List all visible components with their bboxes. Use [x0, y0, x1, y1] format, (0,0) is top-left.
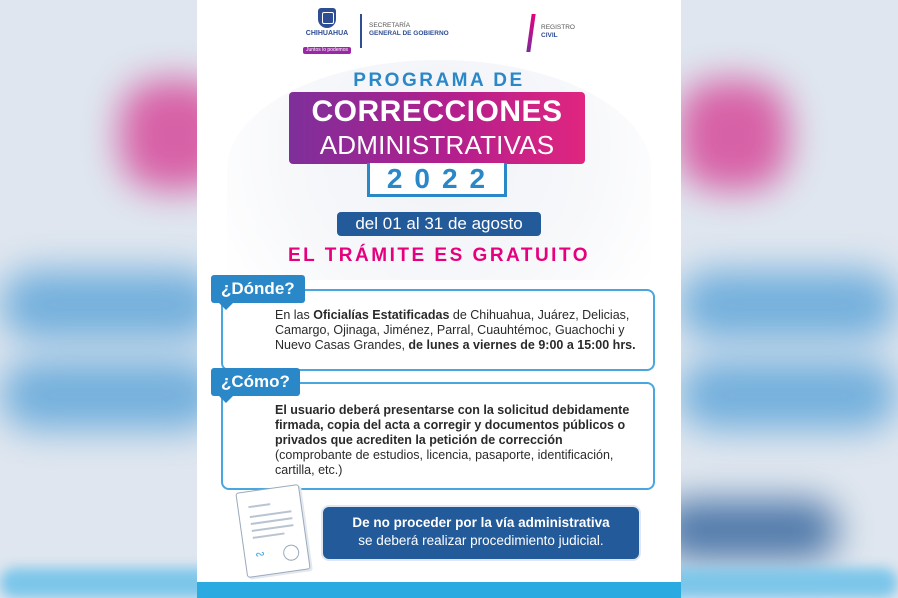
poster [197, 0, 681, 598]
background-blur-shape [678, 360, 898, 430]
background-blur-shape [658, 500, 838, 560]
header-divider [360, 14, 362, 48]
date-range-badge: del 01 al 31 de agosto [337, 212, 541, 236]
background-blur-shape [678, 80, 788, 190]
background-blur-shape [0, 270, 220, 340]
registro-line1: REGISTRO [541, 24, 575, 31]
registro-line2: CIVIL [541, 32, 558, 39]
document-icon [235, 484, 310, 578]
note-line1: De no proceder por la vía administrativa [352, 515, 610, 530]
poster-header [197, 8, 681, 58]
how-examples: (comprobante de estudios, licencia, pasaporte, identificación, cartilla, etc.) [275, 448, 614, 477]
where-text-bold: Oficialías Estatificadas [313, 308, 450, 322]
how-section [221, 372, 655, 490]
document-line [250, 510, 292, 517]
document-line [248, 503, 270, 508]
where-text-part: de Chihuahua, Juárez, Delicias, Camargo, Ojinaga, Jiménez, Parral, Cuauhtémoc, Guachochi y Nuevo Casas Grandes, [275, 308, 630, 352]
chihuahua-logo [301, 8, 353, 56]
how-label: ¿Cómo? [211, 368, 300, 396]
background-blur-shape [678, 270, 898, 340]
where-section [221, 279, 655, 371]
program-title-box [289, 92, 585, 164]
shield-icon [318, 8, 336, 28]
logo-tagline: Juntos lo podemos [303, 47, 351, 54]
title-line2: ADMINISTRATIVAS [319, 130, 555, 160]
where-text [275, 308, 639, 353]
logo-name: CHIHUAHUA [305, 30, 349, 37]
where-schedule: de lunes a viernes de 9:00 a 15:00 hrs. [408, 338, 636, 352]
where-label: ¿Dónde? [211, 275, 305, 303]
signature-icon: ∾ [254, 546, 267, 562]
free-notice: EL TRÁMITE ES GRATUITO [287, 245, 590, 266]
background-blur-shape [0, 360, 220, 430]
program-year: 2022 [367, 163, 507, 197]
document-line [252, 524, 294, 531]
seal-icon [282, 544, 300, 562]
header-accent-divider [526, 14, 535, 52]
how-requirements: El usuario deberá presentarse con la solicitud debidamente firmada, copia del acta a corregir y documentos públicos o privados que acrediten la petición de corrección [275, 403, 630, 447]
document-line [251, 517, 293, 524]
secretaria-line1: SECRETARÍA [369, 22, 411, 29]
how-text [275, 403, 639, 478]
program-prefix: PROGRAMA DE [353, 70, 525, 91]
secretaria-label [369, 22, 449, 38]
document-line [253, 532, 285, 538]
bottom-strip [197, 582, 681, 598]
title-line1: CORRECCIONES [311, 95, 563, 128]
registro-civil-label [541, 24, 575, 40]
secretaria-line2: GENERAL DE GOBIERNO [369, 30, 449, 37]
judicial-note [323, 507, 639, 559]
note-line2: se deberá realizar procedimiento judicial. [358, 533, 604, 548]
where-text-part: En las [275, 308, 314, 322]
